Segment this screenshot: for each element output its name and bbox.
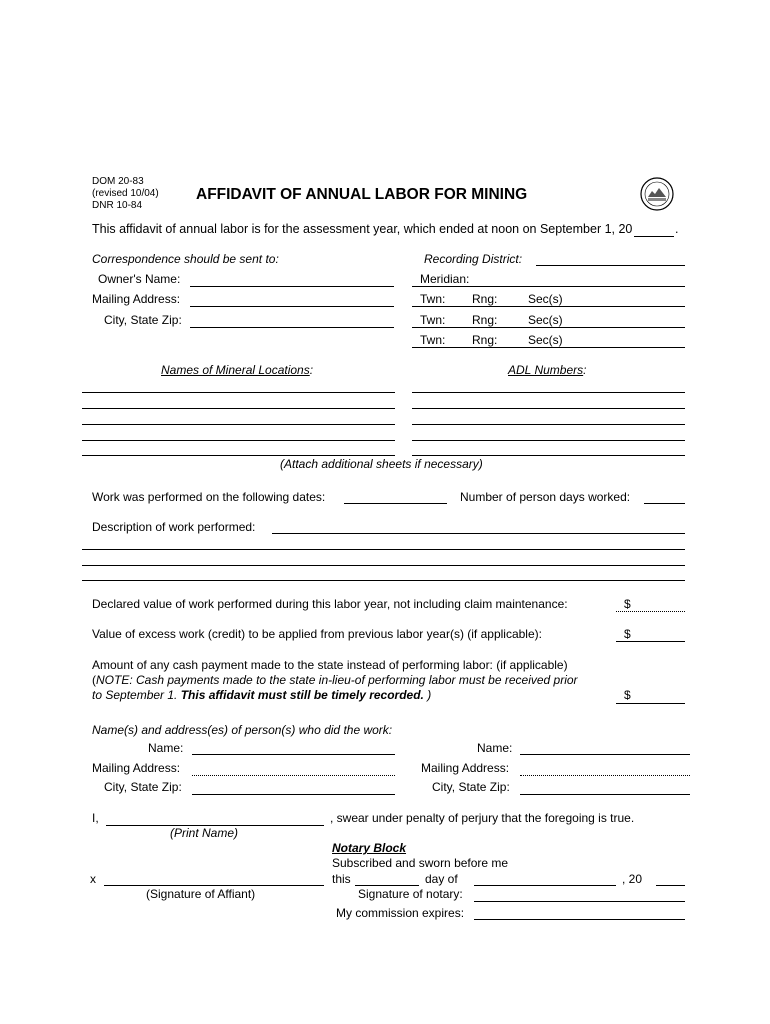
person1-mailing-label: Mailing Address: <box>92 761 181 775</box>
person1-city-field[interactable] <box>192 794 395 795</box>
rng-label-3: Rng: <box>472 333 498 347</box>
recording-district-field[interactable] <box>536 265 685 266</box>
cash-payment-label: Amount of any cash payment made to the state instead of performing labor: (if applicable) <box>92 658 568 672</box>
oath-swear-text: , swear under penalty of perjury that the foregoing is true. <box>330 811 635 825</box>
notary-twenty-label: , 20 <box>622 872 643 886</box>
person2-name-field[interactable] <box>520 754 690 755</box>
form-number: DOM 20-83 <box>92 176 144 187</box>
note-close-paren: ) <box>423 688 432 702</box>
adl-numbers-colon: : <box>583 363 587 377</box>
print-name-caption: (Print Name) <box>170 826 239 840</box>
notary-day-field[interactable] <box>355 885 419 886</box>
cash-note-line1 <box>92 673 578 687</box>
description-field-1[interactable] <box>272 533 685 534</box>
person-days-field[interactable] <box>644 503 685 504</box>
state-seal-icon <box>640 177 674 211</box>
adl-number-field-5[interactable] <box>412 455 685 456</box>
notary-heading: Notary Block <box>332 841 407 855</box>
declared-dollar-sign: $ <box>624 597 631 611</box>
adl-number-field-3[interactable] <box>412 424 685 425</box>
adl-number-field-2[interactable] <box>412 408 685 409</box>
description-field-3[interactable] <box>82 565 685 566</box>
person1-mailing-field[interactable] <box>192 775 395 776</box>
twn-label-3: Twn: <box>420 333 446 347</box>
meridian-field[interactable] <box>412 286 685 287</box>
notary-year-field[interactable] <box>656 885 685 886</box>
person2-city-field[interactable] <box>520 794 690 795</box>
attach-sheets-note: (Attach additional sheets if necessary) <box>280 457 483 471</box>
description-field-2[interactable] <box>82 549 685 550</box>
note-line2: to September 1. <box>92 688 181 702</box>
signature-x: x <box>90 872 96 886</box>
affiant-signature-field[interactable] <box>104 885 324 886</box>
excess-dollar-sign: $ <box>624 627 631 641</box>
note-word: NOTE: <box>96 673 133 687</box>
person2-city-label: City, State Zip: <box>432 780 510 794</box>
meridian-label: Meridian: <box>420 272 470 286</box>
adl-number-field-1[interactable] <box>412 392 685 393</box>
person1-name-label: Name: <box>148 741 184 755</box>
twn-label-2: Twn: <box>420 313 446 327</box>
commission-expires-field[interactable] <box>474 919 685 920</box>
person-days-label: Number of person days worked: <box>460 490 631 504</box>
description-label: Description of work performed: <box>92 520 256 534</box>
intro-period: . <box>675 222 679 236</box>
cash-dollar-sign: $ <box>624 688 631 702</box>
rng-label-1: Rng: <box>472 292 498 306</box>
notary-signature-field[interactable] <box>474 901 685 902</box>
mineral-locations-colon: : <box>309 363 314 377</box>
mineral-location-field-5[interactable] <box>82 455 395 456</box>
persons-heading: Name(s) and address(es) of person(s) who did the work: <box>92 723 393 737</box>
assessment-year-field[interactable] <box>634 236 674 237</box>
commission-expires-label: My commission expires: <box>336 906 465 920</box>
mineral-location-field-3[interactable] <box>82 424 395 425</box>
mailing-address-field[interactable] <box>190 306 394 307</box>
township-row-3-field[interactable] <box>412 347 685 348</box>
excess-work-field[interactable] <box>616 641 685 642</box>
dnr-number: DNR 10-84 <box>92 200 143 211</box>
twn-label-1: Twn: <box>420 292 446 306</box>
rng-label-2: Rng: <box>472 313 498 327</box>
person1-city-label: City, State Zip: <box>104 780 182 794</box>
work-dates-field[interactable] <box>344 503 447 504</box>
recording-district-label: Recording District: <box>424 252 523 266</box>
mineral-locations-label: Names of Mineral Locations <box>161 363 310 377</box>
person2-name-label: Name: <box>477 741 513 755</box>
sec-label-3: Sec(s) <box>528 333 563 347</box>
township-row-1-field[interactable] <box>412 306 685 307</box>
mineral-location-field-1[interactable] <box>82 392 395 393</box>
oath-i: I, <box>92 811 99 825</box>
township-row-2-field[interactable] <box>412 327 685 328</box>
adl-numbers-label: ADL Numbers <box>508 363 584 377</box>
cash-note-line2 <box>92 688 431 702</box>
declared-value-field[interactable] <box>616 611 685 612</box>
page-title: AFFIDAVIT OF ANNUAL LABOR FOR MINING <box>196 186 528 203</box>
person2-mailing-label: Mailing Address: <box>421 761 510 775</box>
day-of-label: day of <box>425 872 458 886</box>
description-field-4[interactable] <box>82 580 685 581</box>
correspondence-heading: Correspondence should be sent to: <box>92 252 279 266</box>
adl-number-field-4[interactable] <box>412 440 685 441</box>
mailing-address-label: Mailing Address: <box>92 292 181 306</box>
sec-label-2: Sec(s) <box>528 313 563 327</box>
excess-work-label: Value of excess work (credit) to be applied from previous labor year(s) (if applicable): <box>92 627 542 641</box>
mineral-locations-heading <box>161 363 313 377</box>
mineral-location-field-2[interactable] <box>82 408 395 409</box>
subscribed-text: Subscribed and sworn before me <box>332 856 509 870</box>
affiant-signature-caption: (Signature of Affiant) <box>146 887 256 901</box>
this-label: this <box>332 872 351 886</box>
work-dates-label: Work was performed on the following dates: <box>92 490 326 504</box>
declared-value-label: Declared value of work performed during this labor year, not including claim maintenance: <box>92 597 568 611</box>
notary-month-field[interactable] <box>474 885 616 886</box>
sec-label-1: Sec(s) <box>528 292 563 306</box>
note-text: Cash payments made to the state in-lieu-of performing labor must be received prior <box>132 673 578 687</box>
adl-numbers-heading <box>508 363 586 377</box>
intro-text: This affidavit of annual labor is for the assessment year, which ended at noon on September 1, 20 <box>92 222 633 236</box>
cash-payment-field[interactable] <box>616 703 685 704</box>
note-bold: This affidavit must still be timely recorded. <box>180 688 424 702</box>
person2-mailing-field[interactable] <box>520 775 690 776</box>
mineral-location-field-4[interactable] <box>82 440 395 441</box>
owner-name-field[interactable] <box>190 286 394 287</box>
city-state-zip-label: City, State Zip: <box>104 313 182 327</box>
note-open-paren: ( <box>92 673 96 687</box>
owner-name-label: Owner's Name: <box>98 272 181 286</box>
notary-signature-label: Signature of notary: <box>358 887 463 901</box>
revision-date: (revised 10/04) <box>92 188 159 199</box>
person1-name-field[interactable] <box>192 754 395 755</box>
city-state-zip-field[interactable] <box>190 327 394 328</box>
